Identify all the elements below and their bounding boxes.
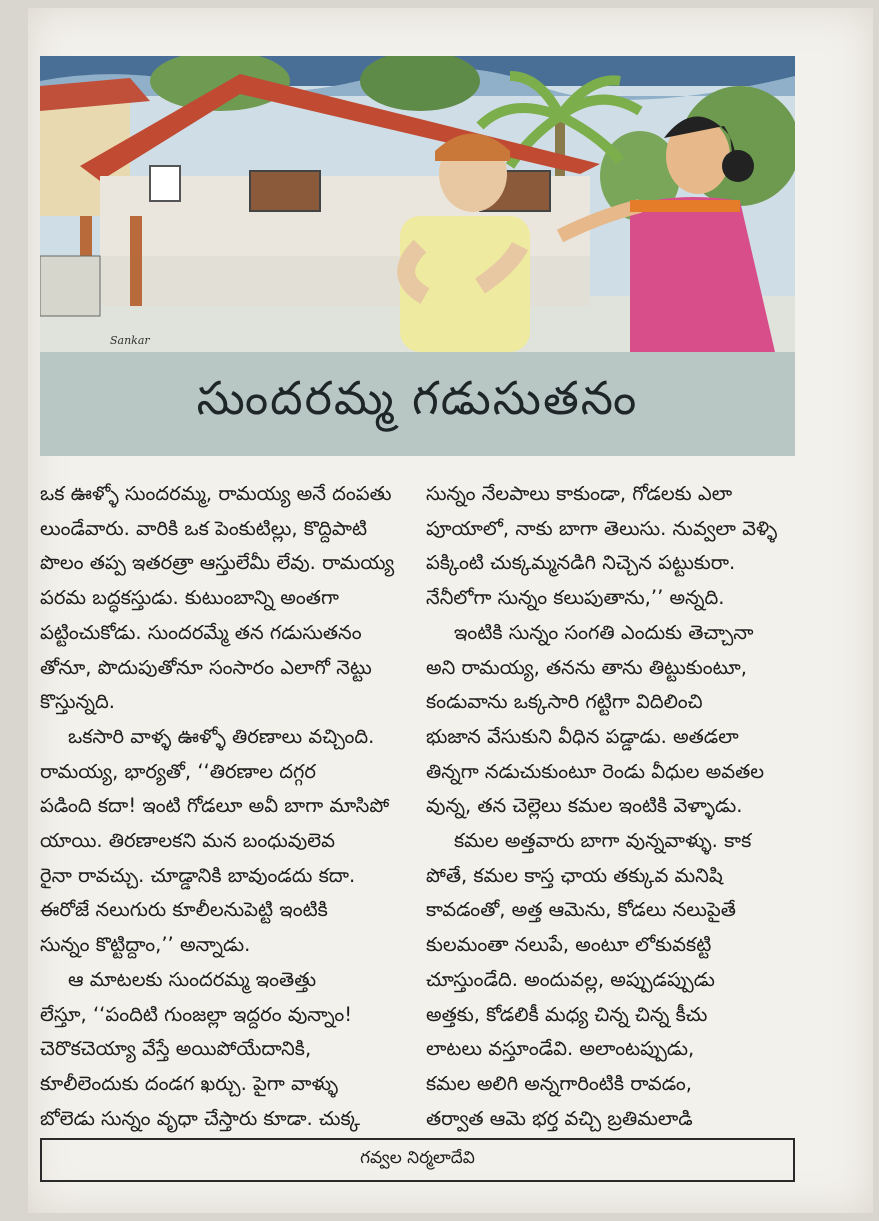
text-line: రైనా రావచ్చు. చూడ్డానికి బావుండదు కదా. bbox=[40, 863, 356, 887]
text-line: లాటలు వస్తూండేవి. అలాంటప్పుడు, bbox=[426, 1037, 695, 1061]
text-line: కమల అత్తవారు బాగా వున్నవాళ్ళు. కాక bbox=[454, 829, 752, 853]
text-line: చెరొకచెయ్యా వేస్తే అయిపోయేదానికి, bbox=[40, 1037, 312, 1061]
text-line: వున్న, తన చెల్లెలు కమల ఇంటికి వెళ్ళాడు. bbox=[426, 794, 743, 818]
text-line: ఈరోజే నలుగురు కూలీలనుపెట్టి ఇంటికి bbox=[40, 898, 328, 922]
text-line: రామయ్య, భార్యతో, ‘‘తిరణాల దగ్గర bbox=[40, 759, 316, 783]
text-line: పడింది కదా! ఇంటి గోడలూ అవీ బాగా మాసిపో bbox=[40, 794, 390, 818]
text-line: భుజాన వేసుకుని వీధిన పడ్డాడు. అతడలా bbox=[426, 724, 739, 748]
text-line: పరమ బద్ధకస్తుడు. కుటుంబాన్ని అంతగా bbox=[40, 586, 339, 610]
story-illustration bbox=[40, 56, 795, 352]
text-line: ఒకసారి వాళ్ళ ఊళ్ళో తిరణాలు వచ్చింది. bbox=[68, 724, 375, 748]
right-column bbox=[426, 477, 788, 1136]
text-line: ఒక ఊళ్ళో సుందరమ్మ, రామయ్య అనే దంపతు bbox=[40, 482, 392, 505]
text-line: తోనూ, పొదుపుతోనూ సంసారం ఎలాగో నెట్టు bbox=[40, 655, 372, 679]
left-column bbox=[40, 477, 402, 1136]
text-line: లుండేవారు. వారికి ఒక పెంకుటిల్లు, కొద్దిపాటి bbox=[40, 516, 368, 540]
text-line: కొస్తున్నది. bbox=[40, 690, 115, 714]
text-line: కావడంతో, అత్త ఆమెను, కోడలు నలుపైతే bbox=[426, 898, 736, 922]
story-title: సుందరమ్మ గడుసుతనం bbox=[196, 371, 639, 425]
text-line: ఇంటికి సున్నం సంగతి ఎందుకు తెచ్చానా bbox=[454, 620, 754, 644]
text-line: తర్వాత ఆమె భర్త వచ్చి బ్రతిమలాడి bbox=[426, 1106, 693, 1130]
text-line: లేస్తూ, ‘‘పందిటి గుంజల్లా ఇద్దరం వున్నాం! bbox=[40, 1002, 353, 1026]
text-line: పోతే, కమల కాస్త ఛాయ తక్కువ మనిషి bbox=[426, 863, 723, 887]
text-line: కూలీలెందుకు దండగ ఖర్చు. పైగా వాళ్ళు bbox=[40, 1071, 339, 1095]
text-line: పూయాలో, నాకు బాగా తెలుసు. నువ్వలా వెళ్ళి bbox=[426, 516, 778, 540]
text-line: యాయి. తిరణాలకని మన బంధువులెవ bbox=[40, 829, 335, 853]
artist-signature: Sankar bbox=[110, 334, 150, 347]
text-line: అత్తకు, కోడలికీ మధ్య చిన్న చిన్న కీచు bbox=[426, 1002, 708, 1026]
text-line: ఆ మాటలకు సుందరమ్మ ఇంతెత్తు bbox=[68, 967, 317, 991]
author-byline bbox=[40, 1138, 795, 1182]
text-line: చూస్తుండేది. అందువల్ల, అప్పుడప్పుడు bbox=[426, 967, 715, 991]
text-line: పక్కింటి చుక్కమ్మనడిగి నిచ్చెన పట్టుకురా. bbox=[426, 551, 736, 575]
author-name: గవ్వల నిర్మలాదేవి bbox=[360, 1148, 475, 1168]
title-band bbox=[40, 352, 795, 456]
text-line: పట్టించుకోడు. సుందరమ్మే తన గడుసుతనం bbox=[40, 620, 362, 644]
text-line: నేనీలోగా సున్నం కలుపుతాను,’’ అన్నది. bbox=[426, 586, 725, 610]
text-line: కులమంతా నలుపే, అంటూ లోకువకట్టి bbox=[426, 933, 712, 957]
text-line: సున్నం కొట్టిద్దాం,’’ అన్నాడు. bbox=[40, 933, 251, 957]
text-line: కండువాను ఒక్కసారి గట్టిగా విదిలించి bbox=[426, 690, 703, 714]
text-line: బోలెడు సున్నం వృధా చేస్తారు కూడా. చుక్క bbox=[40, 1106, 361, 1130]
text-line: తిన్నగా నడుచుకుంటూ రెండు వీధుల అవతల bbox=[426, 759, 765, 783]
text-line: అని రామయ్య, తనను తాను తిట్టుకుంటూ, bbox=[426, 655, 747, 679]
text-line: సున్నం నేలపాలు కాకుండా, గోడలకు ఎలా bbox=[426, 482, 733, 505]
text-line: కమల అలిగి అన్నగారింటికి రావడం, bbox=[426, 1071, 692, 1095]
text-line: పొలం తప్ప ఇతరత్రా ఆస్తులేమీ లేవు. రామయ్య bbox=[40, 551, 395, 575]
